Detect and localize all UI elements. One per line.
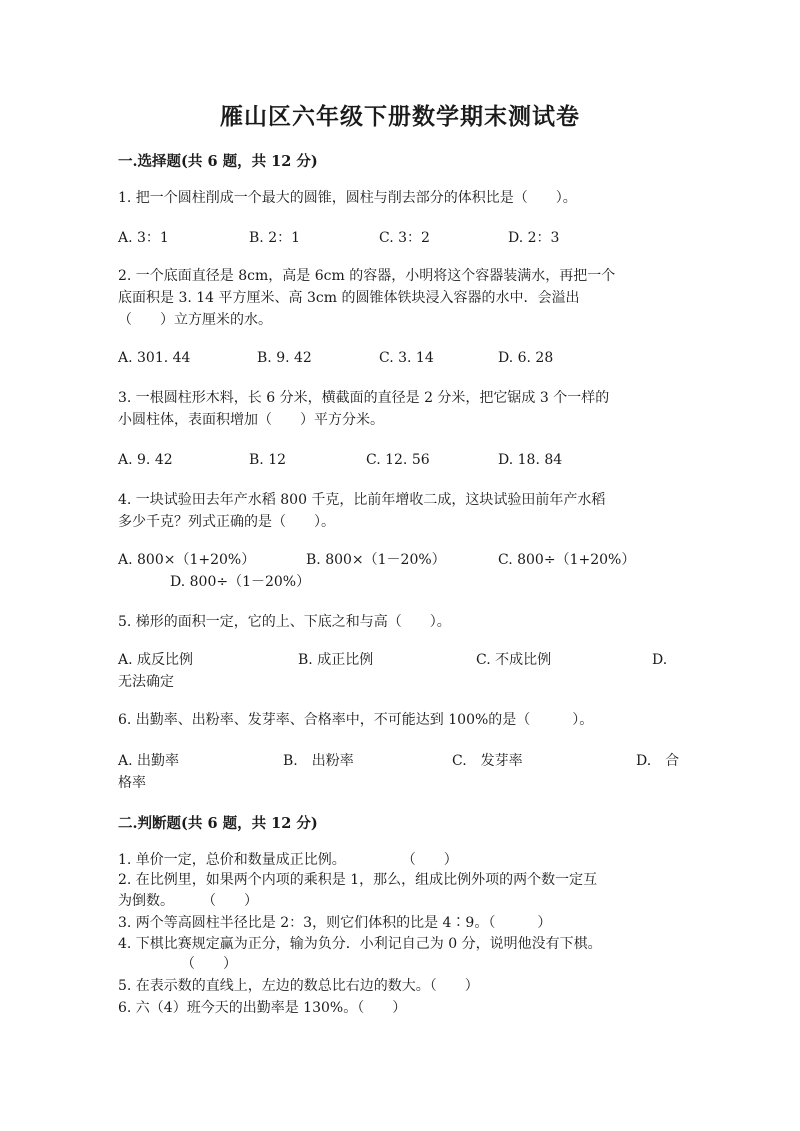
q1-option-a: A. 3：1 [118, 230, 169, 246]
section-heading-judge: 二.判断题(共 6 题，共 12 分) [118, 815, 318, 832]
q3-option-d: D. 18. 84 [498, 452, 563, 468]
q6-option-d: D. 合 [636, 753, 680, 769]
q6-option-c: C. 发芽率 [452, 753, 523, 769]
q2-option-b: B. 9. 42 [257, 350, 312, 366]
question-4-line-2: 多少千克？列式正确的是（ ）。 [118, 514, 335, 530]
q5-option-d: D. [652, 652, 668, 668]
q4-option-c: C. 800÷（1+20%） [498, 552, 636, 568]
judge-line-3: 为倒数。 （ ） [118, 893, 258, 909]
q5-option-d-text: 无法确定 [118, 674, 174, 690]
q6-option-a: A. 出勤率 [118, 753, 180, 769]
q1-option-d: D. 2：3 [508, 230, 560, 246]
section-heading-choice: 一.选择题(共 6 题，共 12 分) [118, 153, 318, 170]
judge-line-5: 4. 下棋比赛规定赢为正分，输为负分．小利记自己为 0 分，说明他没有下棋。 [118, 936, 602, 952]
q2-option-c: C. 3. 14 [379, 350, 434, 366]
q6-option-b: B. 出粉率 [283, 753, 354, 769]
q5-option-b: B. 成正比例 [298, 652, 374, 668]
question-5-line: 5. 梯形的面积一定，它的上、下底之和与高（ ）。 [118, 614, 451, 630]
q2-option-a: A. 301. 44 [118, 350, 191, 366]
question-6-line: 6. 出勤率、出粉率、发芽率、合格率中，不可能达到 100%的是（ ）。 [118, 712, 594, 728]
judge-line-2: 2. 在比例里，如果两个内项的乘积是 1，那么，组成比例外项的两个数一定互 [118, 872, 598, 888]
q5-option-a: A. 成反比例 [118, 652, 194, 668]
q5-option-c: C. 不成比例 [476, 652, 552, 668]
q2-option-d: D. 6. 28 [498, 350, 554, 366]
q3-option-b: B. 12 [249, 452, 287, 468]
q4-option-a: A. 800×（1+20%） [118, 552, 256, 568]
question-4-line-1: 4. 一块试验田去年产水稻 800 千克，比前年增收二成，这块试验田前年产水稻 [118, 492, 606, 508]
q4-option-d: D. 800÷（1－20%） [170, 574, 311, 590]
q6-option-d-text: 格率 [118, 775, 146, 791]
q3-option-c: C. 12. 56 [366, 452, 430, 468]
judge-line-4: 3. 两个等高圆柱半径比是 2：3，则它们体积的比是 4∶9。（ ） [118, 915, 552, 931]
judge-line-7: 5. 在表示数的直线上，左边的数总比右边的数大。（ ） [118, 978, 479, 994]
judge-line-6: （ ） [118, 956, 237, 972]
q1-option-c: C. 3：2 [379, 230, 430, 246]
q1-option-b: B. 2：1 [249, 230, 301, 246]
q4-option-b: B. 800×（1－20%） [306, 552, 446, 568]
question-3-line-2: 小圆柱体，表面积增加（ ）平方分米。 [118, 412, 384, 428]
question-2-line-3: （ ）立方厘米的水。 [118, 312, 272, 328]
question-2-line-2: 底面积是 3. 14 平方厘米、高 3cm 的圆锥体铁块浸入容器的水中．会溢出 [118, 290, 580, 306]
q3-option-a: A. 9. 42 [118, 452, 173, 468]
judge-line-1: 1. 单价一定，总价和数量成正比例。 （ ） [118, 852, 458, 868]
judge-line-8: 6. 六（4）班今天的出勤率是 130%。（ ） [118, 1000, 407, 1016]
question-3-line-1: 3. 一根圆柱形木料，长 6 分米，横截面的直径是 2 分米，把它锯成 3 个一样的 [118, 390, 610, 406]
page-title: 雁山区六年级下册数学期末测试卷 [220, 103, 580, 130]
question-1-line: 1. 把一个圆柱削成一个最大的圆锥，圆柱与削去部分的体积比是（ ）。 [118, 190, 577, 206]
question-2-line-1: 2. 一个底面直径是 8cm，高是 6cm 的容器，小明将这个容器装满水，再把一个 [118, 268, 616, 284]
